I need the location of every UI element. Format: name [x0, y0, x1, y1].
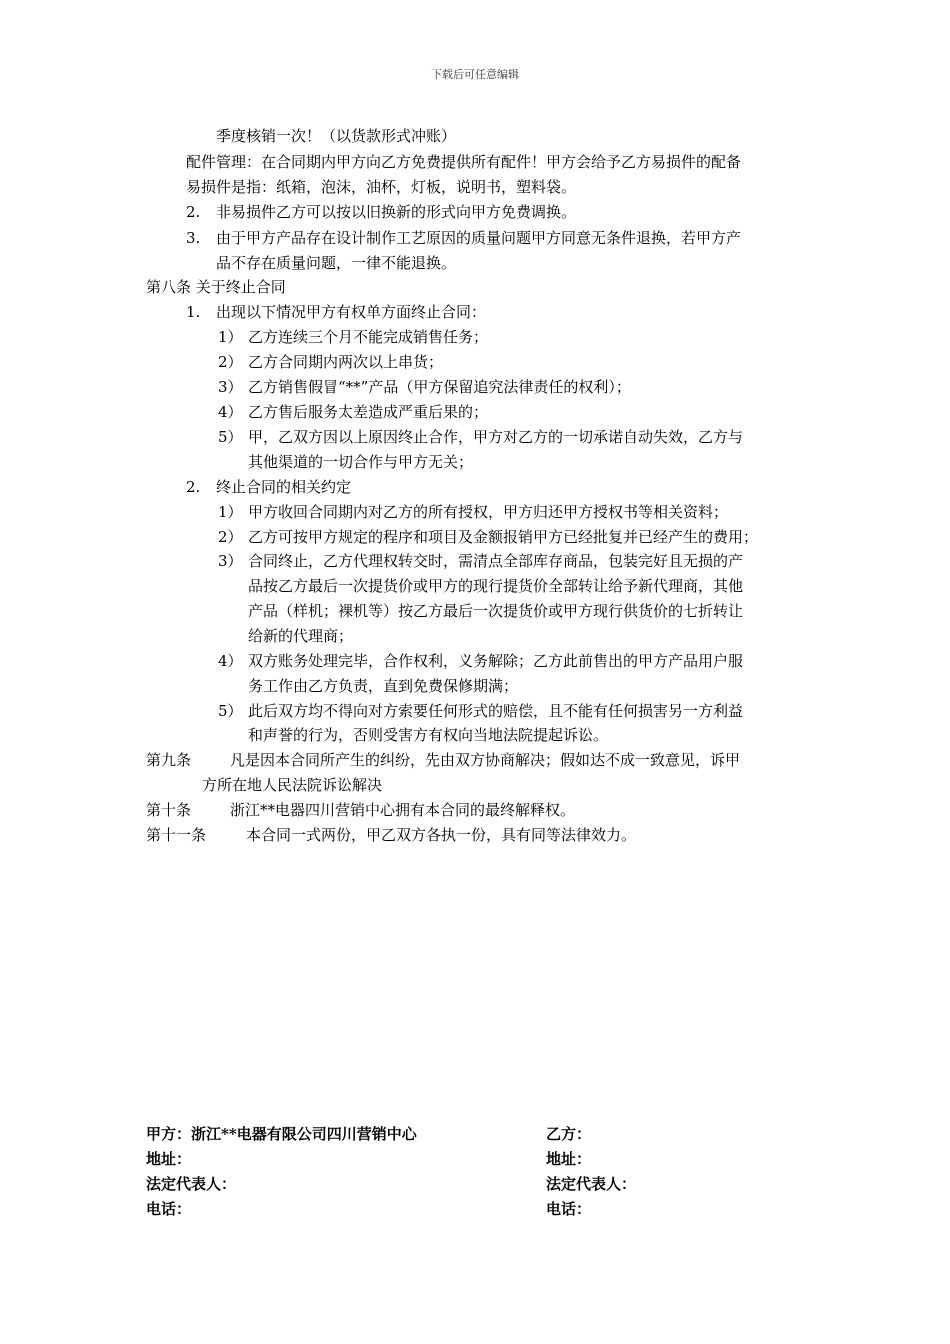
sub-item-number: 3）: [218, 378, 243, 396]
text-line: 配件管理：在合同期内甲方向乙方免费提供所有配件！甲方会给予乙方易损件的配备: [186, 153, 742, 171]
sub-item-number: 2）: [218, 353, 243, 371]
text-line: 产品（样机；裸机等）按乙方最后一次提货价或甲方现行供货价的七折转让: [248, 602, 744, 620]
text-line: 方所在地人民法院诉讼解决: [202, 776, 383, 794]
text-line: 给新的代理商；: [248, 627, 354, 645]
text-line: 此后双方均不得向对方索要任何形式的赔偿，且不能有任何损害另一方利益: [248, 702, 744, 720]
party-a-representative: 法定代表人：: [146, 1175, 237, 1193]
text-line: 乙方合同期内两次以上串货；: [248, 353, 444, 371]
text-line: 双方账务处理完毕，合作权利，义务解除；乙方此前售出的甲方产品用户服: [248, 652, 744, 670]
text-line: 凡是因本合同所产生的纠纷，先由双方协商解决；假如达不成一致意见，诉甲: [230, 751, 741, 769]
party-b-phone: 电话：: [546, 1200, 592, 1218]
sub-item-number: 1）: [218, 328, 243, 346]
item-number: 2.: [186, 203, 201, 221]
text-line: 乙方可按甲方规定的程序和项目及金额报销甲方已经批复并已经产生的费用；: [248, 528, 759, 546]
text-line: 乙方售后服务太差造成严重后果的；: [248, 403, 489, 421]
page-header: 下载后可任意编辑: [431, 68, 519, 81]
text-line: 终止合同的相关约定: [216, 478, 352, 496]
text-line: 季度核销一次！（以货款形式冲账）: [216, 127, 457, 145]
text-line: 非易损件乙方可以按以旧换新的形式向甲方免费调换。: [216, 203, 577, 221]
party-a-phone: 电话：: [146, 1200, 192, 1218]
party-b-name: 乙方：: [546, 1125, 592, 1143]
text-line: 易损件是指：纸箱，泡沫，油杯，灯板，说明书，塑料袋。: [186, 178, 577, 196]
text-line: 乙方销售假冒“**”产品（甲方保留追究法律责任的权利）；: [248, 378, 631, 396]
sub-item-number: 4）: [218, 652, 243, 670]
text-line: 甲，乙双方因以上原因终止合作，甲方对乙方的一切承诺自动失效，乙方与: [248, 428, 744, 446]
party-b-representative: 法定代表人：: [546, 1175, 637, 1193]
article-number: 第十一条: [146, 826, 207, 844]
sub-item-number: 5）: [218, 428, 243, 446]
text-line: 品不存在质量问题，一律不能退换。: [216, 254, 457, 272]
party-b-address: 地址：: [546, 1150, 592, 1168]
sub-item-number: 3）: [218, 552, 243, 570]
item-number: 2.: [186, 478, 201, 496]
sub-item-number: 2）: [218, 528, 243, 546]
article-number: 第十条: [146, 801, 192, 819]
text-line: 由于甲方产品存在设计制作工艺原因的质量问题甲方同意无条件退换，若甲方产: [216, 229, 742, 247]
article-number: 第九条: [146, 751, 192, 769]
sub-item-number: 5）: [218, 702, 243, 720]
item-number: 1.: [186, 303, 201, 321]
text-line: 务工作由乙方负责，直到免费保修期满；: [248, 677, 519, 695]
article-heading: 第八条 关于终止合同: [146, 278, 286, 296]
party-a-name: 甲方：浙江**电器有限公司四川营销中心: [146, 1125, 417, 1143]
text-line: 合同终止，乙方代理权转交时，需清点全部库存商品，包装完好且无损的产: [248, 552, 744, 570]
text-line: 品按乙方最后一次提货价或甲方的现行提货价全部转让给予新代理商，其他: [248, 577, 744, 595]
text-line: 出现以下情况甲方有权单方面终止合同：: [216, 303, 487, 321]
sub-item-number: 4）: [218, 403, 243, 421]
text-line: 乙方连续三个月不能完成销售任务；: [248, 328, 489, 346]
text-line: 和声誉的行为，否则受害方有权向当地法院提起诉讼。: [248, 726, 609, 744]
item-number: 3.: [186, 229, 201, 247]
text-line: 浙江**电器四川营销中心拥有本合同的最终解释权。: [230, 801, 576, 819]
sub-item-number: 1）: [218, 503, 243, 521]
text-line: 甲方收回合同期内对乙方的所有授权，甲方归还甲方授权书等相关资料；: [248, 503, 729, 521]
text-line: 本合同一式两份，甲乙双方各执一份，具有同等法律效力。: [246, 826, 637, 844]
party-a-address: 地址：: [146, 1150, 192, 1168]
text-line: 其他渠道的一切合作与甲方无关；: [248, 453, 474, 471]
